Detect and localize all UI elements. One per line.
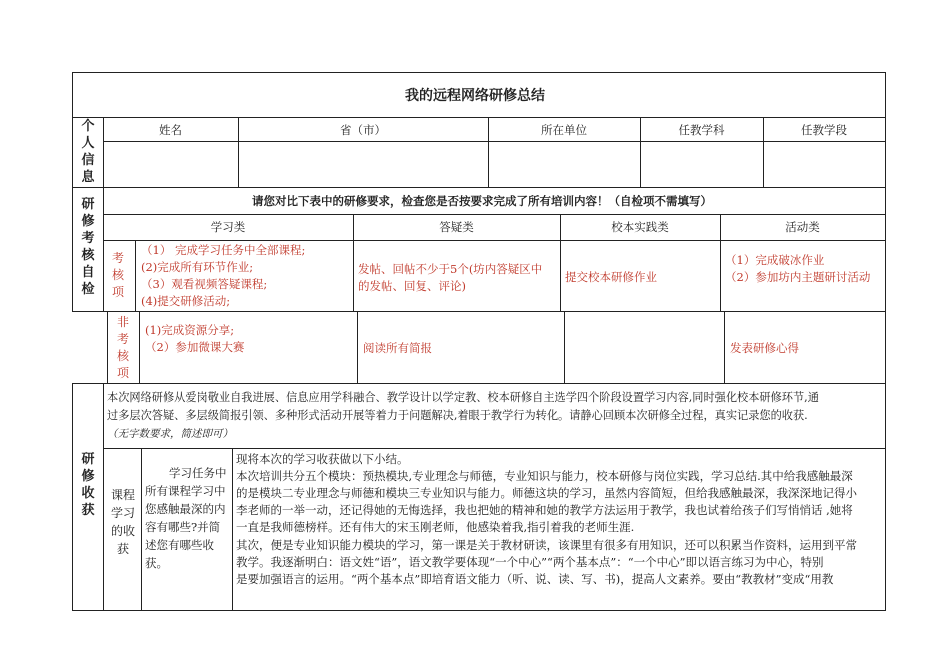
req-practice-1: 提交校本研修作业 bbox=[565, 270, 657, 284]
category-practice: 校本实践类 bbox=[611, 220, 669, 234]
rule-h2 bbox=[232, 448, 233, 611]
header-stage: 任教学段 bbox=[801, 123, 847, 137]
req-activity-1: （1）完成破冰作业 bbox=[725, 253, 825, 267]
req-qa-1: 发帖、回帖不少于5个(坊内答疑区中 bbox=[358, 262, 543, 276]
harvest-side-label: 研修收获 bbox=[81, 452, 95, 518]
answer-line-8: 是要加强语言的运用。“两个基本点”即培育语文能力（听、说、读、写、书)，提高人文素养。要由“教教材”变成“用教 bbox=[236, 572, 834, 586]
intro-line-2: 过多层次答疑、多层级简报引领、多种形式活动开展等着力于问题解决,着眼于教学行为转化。请静心回顾本次研修全过程，真实记录您的收获. bbox=[107, 409, 808, 422]
rule-optional-bottom bbox=[72, 383, 886, 384]
border-left-lower bbox=[72, 383, 73, 611]
personal-side-label: 个人信息 bbox=[81, 119, 95, 185]
opt-qa-1: 阅读所有简报 bbox=[363, 341, 432, 355]
category-study: 学习类 bbox=[210, 220, 246, 234]
answer-line-5: 一直是我师德榜样。还有伟大的宋玉刚老师，他感染着我,指引着我的老师生涯. bbox=[236, 520, 635, 534]
answer-line-4: 李老师的一举一动，还记得她的无悔选择，我也把她的精神和她的教学方法运用于教学，我也试着给孩子们写悄悄话 ,她将 bbox=[236, 503, 853, 517]
rule-intro-bottom bbox=[103, 448, 886, 449]
page-title: 我的远程网络研修总结 bbox=[405, 88, 545, 104]
answer-line-3: 的是模块二专业理念与师德和模块三专业知识与能力。师德这块的学习，虽然内容简短，但给我感触最深，我深深地记得小 bbox=[236, 486, 857, 500]
opt-study-1: (1)完成资源分享; bbox=[145, 323, 235, 337]
req-study-4: (4)提交研修活动; bbox=[141, 294, 231, 308]
req-activity-2: （2）参加坊内主题研讨活动 bbox=[725, 270, 871, 284]
rule-personal-bottom bbox=[72, 187, 886, 188]
required-label: 考核项 bbox=[111, 251, 124, 299]
header-subject: 任教学科 bbox=[678, 123, 725, 137]
category-qa: 答疑类 bbox=[439, 220, 474, 234]
opt-activity-1: 发表研修心得 bbox=[730, 341, 799, 355]
rule-opt-d bbox=[564, 311, 565, 383]
optional-label: 非考核项 bbox=[116, 315, 129, 380]
rule-h1 bbox=[141, 448, 142, 611]
rule-side-col bbox=[103, 117, 104, 311]
rule-req-label bbox=[135, 240, 136, 311]
border-top bbox=[72, 72, 886, 73]
opt-study-2: （2）参加微课大赛 bbox=[145, 340, 245, 354]
rule-required-bottom bbox=[72, 311, 886, 312]
rule-instruction-bottom bbox=[103, 214, 886, 215]
border-bottom bbox=[72, 610, 886, 611]
header-name: 姓名 bbox=[159, 123, 182, 137]
answer-line-7: 教学。我逐渐明白：语文姓“语”，语文教学要体现“一个中心”“两个基本点”：“一个中心”即以语言练习为中心，特别 bbox=[236, 555, 824, 569]
intro-line-3: （无字数要求，简述即可） bbox=[107, 428, 233, 440]
course-harvest-label: 课程学习的收获 bbox=[110, 488, 135, 556]
answer-line-2: 本次培训共分五个模块：预热模块,专业理念与师德，专业知识与能力，校本研修与岗位实践，学习总结.其中给我感触最深 bbox=[236, 469, 853, 483]
border-left-upper bbox=[72, 72, 73, 311]
req-study-3: （3）观看视频答疑课程; bbox=[141, 277, 268, 291]
rule-opt-c bbox=[357, 311, 358, 383]
border-right bbox=[885, 72, 886, 611]
req-qa-2: 的发帖、回复、评论) bbox=[358, 279, 466, 293]
answer-line-1: 现将本次的学习收获做以下小结。 bbox=[236, 452, 409, 466]
rule-side-col-lower bbox=[103, 383, 104, 611]
check-side-label: 研修考核自检 bbox=[81, 197, 95, 297]
header-unit: 所在单位 bbox=[541, 123, 587, 137]
rule-opt-b bbox=[139, 311, 140, 383]
intro-line-1: 本次网络研修从爱岗敬业自我进展、信息应用学科融合、教学设计以学定教、校本研修自主选学四个阶段设置学习内容,同时强化校本研修环节,通 bbox=[107, 391, 819, 404]
check-instruction: 请您对比下表中的研修要求，检查您是否按要求完成了所有培训内容！（自检项不需填写） bbox=[252, 194, 712, 208]
course-harvest-question: 学习任务中所有课程学习中您感触最深的内容有哪些?并简述您有哪些收获。 bbox=[145, 466, 227, 570]
rule-opt-e bbox=[724, 311, 725, 383]
rule-personal-header bbox=[103, 141, 886, 142]
rule-category-bottom bbox=[103, 240, 886, 241]
answer-line-6: 其次，便是专业知识能力模块的学习，第一课是关于教材研读，该课里有很多有用知识，还可以积累当作资料，运用到平常 bbox=[236, 538, 857, 552]
req-study-2: (2)完成所有环节作业; bbox=[141, 260, 254, 274]
req-study-1: （1） 完成学习任务中全部课程; bbox=[141, 243, 306, 257]
rule-opt-a bbox=[107, 311, 108, 383]
category-activity: 活动类 bbox=[785, 220, 820, 234]
header-province: 省（市） bbox=[340, 123, 386, 137]
